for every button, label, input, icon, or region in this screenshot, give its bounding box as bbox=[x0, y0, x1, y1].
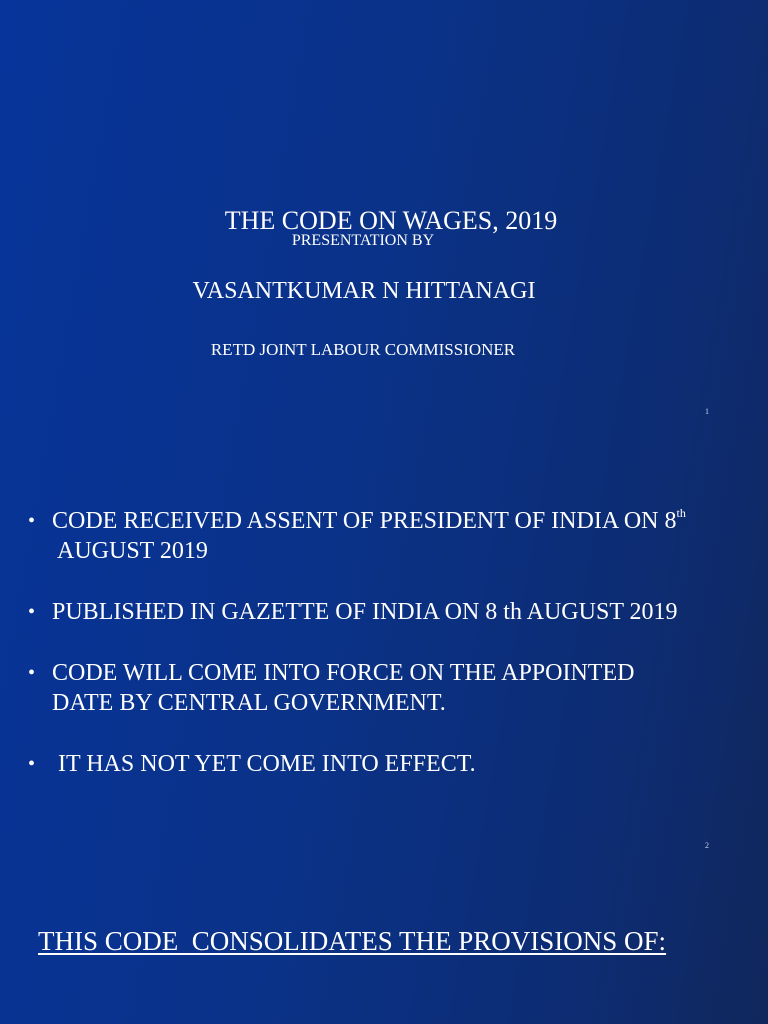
ordinal-superscript: th bbox=[676, 506, 686, 520]
presentation-by-label: PRESENTATION BY bbox=[291, 232, 435, 249]
slide-number: 1 bbox=[705, 407, 709, 416]
bullet-text-continuation: DATE BY CENTRAL GOVERNMENT. bbox=[52, 690, 446, 716]
presenter-designation: RETD JOINT LABOUR COMMISSIONER bbox=[210, 340, 516, 359]
bullet-item bbox=[28, 597, 748, 627]
slide-2 bbox=[0, 440, 768, 870]
bullet-icon: • bbox=[28, 510, 36, 532]
bullet-text: CODE WILL COME INTO FORCE ON THE APPOINTED bbox=[52, 660, 635, 686]
bullet-text: CODE RECEIVED ASSENT OF PRESIDENT OF INDIA ON 8 bbox=[52, 508, 677, 534]
bullet-item bbox=[28, 658, 748, 718]
presenter-name: VASANTKUMAR N HITTANAGI bbox=[192, 278, 536, 304]
slide-heading: THIS CODE CONSOLIDATES THE PROVISIONS OF: bbox=[38, 926, 667, 956]
bullet-icon: • bbox=[28, 601, 36, 623]
bullet-text: PUBLISHED IN GAZETTE OF INDIA ON 8 th AUGUST 2019 bbox=[52, 599, 678, 625]
bullet-item bbox=[28, 506, 748, 566]
bullet-list bbox=[28, 506, 748, 810]
bullet-text-continuation: AUGUST 2019 bbox=[57, 538, 208, 564]
slide-1 bbox=[0, 0, 768, 440]
bullet-text: IT HAS NOT YET COME INTO EFFECT. bbox=[58, 751, 476, 777]
slide-3 bbox=[0, 870, 768, 1024]
bullet-icon: • bbox=[28, 662, 36, 684]
slide-number: 2 bbox=[705, 841, 709, 850]
bullet-icon: • bbox=[28, 753, 36, 775]
bullet-item bbox=[28, 749, 748, 779]
presentation-title: THE CODE ON WAGES, 2019 bbox=[224, 206, 558, 235]
